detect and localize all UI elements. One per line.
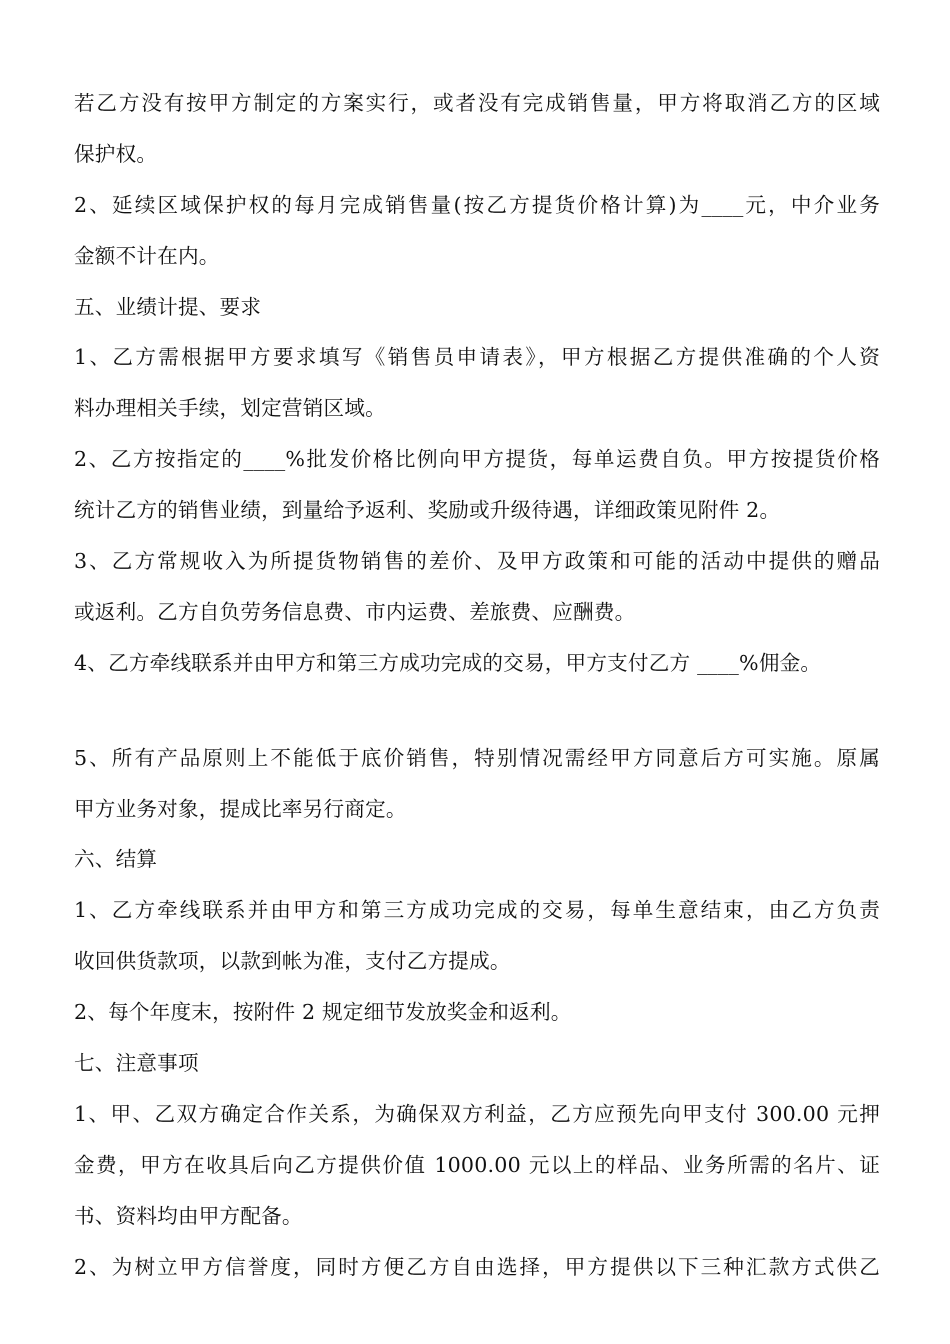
paragraph-line: 金额不计在内。 [74, 243, 220, 268]
paragraph-line: 4、乙方牵线联系并由甲方和第三方成功完成的交易，甲方支付乙方 ____%佣金。 [74, 650, 822, 675]
document-page [74, 78, 880, 1292]
paragraph-line: 或返利。乙方自负劳务信息费、市内运费、差旅费、应酬费。 [74, 599, 636, 624]
paragraph-line: 书、资料均由甲方配备。 [74, 1203, 303, 1228]
paragraph-line: 甲方业务对象，提成比率另行商定。 [74, 796, 407, 821]
paragraph-line: 2、为树立甲方信誉度，同时方便乙方自由选择，甲方提供以下三种汇款方式供乙 [74, 1254, 880, 1279]
paragraph-line: 保护权。 [74, 141, 158, 166]
paragraph-line: 5、所有产品原则上不能低于底价销售，特别情况需经甲方同意后方可实施。原属 [74, 745, 880, 770]
section-heading: 七、注意事项 [74, 1051, 199, 1076]
paragraph-line: 收回供货款项，以款到帐为准，支付乙方提成。 [74, 949, 511, 974]
paragraph-line: 3、乙方常规收入为所提货物销售的差价、及甲方政策和可能的活动中提供的赠品 [74, 549, 880, 574]
paragraph-line: 2、乙方按指定的____%批发价格比例向甲方提货，每单运费自负。甲方按提货价格 [74, 447, 880, 472]
paragraph-line: 1、乙方牵线联系并由甲方和第三方成功完成的交易，每单生意结束，由乙方负责 [74, 898, 880, 923]
paragraph-line: 1、乙方需根据甲方要求填写《销售员申请表》，甲方根据乙方提供准确的个人资 [74, 345, 880, 370]
section-heading: 五、业绩计提、要求 [74, 294, 262, 319]
paragraph-line: 2、延续区域保护权的每月完成销售量(按乙方提货价格计算)为____元，中介业务 [74, 192, 880, 217]
paragraph-line: 金费，甲方在收具后向乙方提供价值 1000.00 元以上的样品、业务所需的名片、证 [74, 1152, 880, 1177]
paragraph-line: 若乙方没有按甲方制定的方案实行，或者没有完成销售量，甲方将取消乙方的区域 [74, 91, 880, 115]
section-heading: 六、结算 [74, 847, 158, 872]
paragraph-line: 1、甲、乙双方确定合作关系，为确保双方利益，乙方应预先向甲支付 300.00 元押 [74, 1101, 880, 1126]
blank-line [74, 689, 880, 733]
paragraph-line: 料办理相关手续，划定营销区域。 [74, 396, 386, 421]
paragraph-line: 统计乙方的销售业绩，到量给予返利、奖励或升级待遇，详细政策见附件 2。 [74, 498, 781, 523]
paragraph-line: 2、每个年度末，按附件 2 规定细节发放奖金和返利。 [74, 1000, 572, 1025]
